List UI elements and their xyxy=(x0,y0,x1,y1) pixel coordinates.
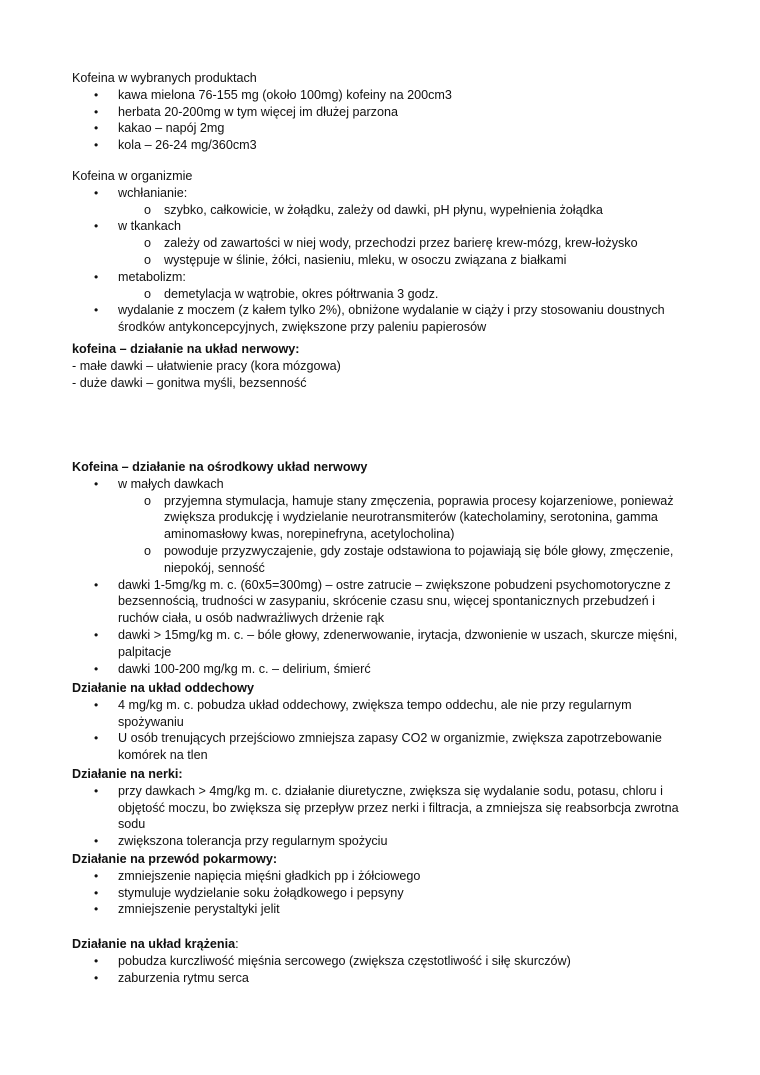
circle-bullet-icon: o xyxy=(144,286,152,301)
bullet-list-item xyxy=(72,87,712,104)
sub-list-item xyxy=(72,286,712,303)
sub-list-item-text: zależy od zawartości w niej wody, przechodzi przez barierę krew-mózg, krew-łożysko xyxy=(164,236,638,251)
list-item-text: herbata 20-200mg w tym więcej im dłużej parzona xyxy=(118,104,398,119)
list-item-text: zmniejszenie napięcia mięśni gładkich pp i żółciowego xyxy=(118,868,421,883)
document-section xyxy=(72,341,712,391)
list-item-text: wydalanie z moczem (z kałem tylko 2%), obniżone wydalanie w ciąży i przy stosowaniu doustnych xyxy=(118,303,665,318)
sub-list-item-text: powoduje przyzwyczajenie, gdy zostaje odstawiona to pojawiają się bóle głowy, zmęczenie, xyxy=(164,543,674,558)
section-heading-text: Działanie na układ krążenia xyxy=(72,937,236,951)
list-item-text: kola – 26-24 mg/360cm3 xyxy=(118,138,257,153)
section-heading-text: Działanie na nerki: xyxy=(72,767,183,781)
sub-list-item xyxy=(72,235,712,252)
sub-list-item-text: występuje w ślinie, żółci, nasieniu, mleku, w osoczu związana z białkami xyxy=(164,252,567,267)
bullet-icon: • xyxy=(94,834,99,849)
sub-list-item xyxy=(72,543,712,577)
list-item-text: spożywaniu xyxy=(118,714,184,729)
sub-list-item-text: szybko, całkowicie, w żołądku, zależy od dawki, pH płynu, wypełnienia żołądka xyxy=(164,202,603,217)
list-item-text: palpitacje xyxy=(118,644,172,659)
circle-bullet-icon: o xyxy=(144,543,152,558)
section-heading-text: Kofeina w wybranych produktach xyxy=(72,71,257,85)
sub-list-item-text: demetylacja w wątrobie, okres półtrwania 3 godz. xyxy=(164,286,439,301)
list-item-text: wchłanianie: xyxy=(118,185,188,200)
sub-list-item xyxy=(72,252,712,269)
bullet-icon: • xyxy=(94,219,99,234)
section-heading-text: Kofeina – działanie na ośrodkowy układ nerwowy xyxy=(72,460,368,474)
section-heading-text: Działanie na przewód pokarmowy: xyxy=(72,852,278,866)
bullet-icon: • xyxy=(94,953,99,968)
section-heading-text: Działanie na układ oddechowy xyxy=(72,681,254,695)
bullet-list-item xyxy=(72,104,712,121)
list-item-text: dawki 100-200 mg/kg m. c. – delirium, śmierć xyxy=(118,661,371,676)
list-item-text: w małych dawkach xyxy=(118,476,224,491)
circle-bullet-icon: o xyxy=(144,252,152,267)
section-heading xyxy=(72,851,712,868)
bullet-icon: • xyxy=(94,868,99,883)
bullet-icon: • xyxy=(94,783,99,798)
list-item-text: zwiększona tolerancja przy regularnym spożyciu xyxy=(118,834,388,849)
document-section xyxy=(72,168,712,336)
list-item-text: stymuluje wydzielanie soku żołądkowego i pepsyny xyxy=(118,885,404,900)
bullet-list-item xyxy=(72,218,712,235)
list-item-text: objętość moczu, bo zwiększa się przepływ przez nerki i filtracja, a zmniejsza się reabsorbcja zwrotna xyxy=(118,800,679,815)
sub-list-item-text: aminomasłowy kwas, norepinefryna, acetylocholina) xyxy=(164,527,455,542)
bullet-icon: • xyxy=(94,970,99,985)
bullet-icon: • xyxy=(94,87,99,102)
bullet-list-item xyxy=(72,953,712,970)
bullet-list-item xyxy=(72,730,712,764)
bullet-list-item xyxy=(72,885,712,902)
section-heading-suffix: : xyxy=(235,937,239,951)
list-item-text: dawki 1-5mg/kg m. c. (60x5=300mg) – ostre zatrucie – zwiększone pobudzeni psychomotoryczne z xyxy=(118,577,671,592)
sub-list-item xyxy=(72,202,712,219)
bullet-list-item xyxy=(72,833,712,850)
bullet-icon: • xyxy=(94,121,99,136)
dash-list-item: - duże dawki – gonitwa myśli, bezsenność xyxy=(72,375,307,390)
sub-list-item-text: przyjemna stymulacja, hamuje stany zmęczenia, poprawia procesy kojarzeniowe, ponieważ xyxy=(164,493,674,508)
section-heading-text: kofeina – działanie na układ nerwowy: xyxy=(72,342,300,356)
list-item-text: środków antykoncepcyjnych, zwiększone przy paleniu papierosów xyxy=(118,320,487,335)
bullet-icon: • xyxy=(94,269,99,284)
bullet-icon: • xyxy=(94,303,99,318)
section-heading xyxy=(72,766,712,783)
section-heading xyxy=(72,680,712,697)
document-section xyxy=(72,680,712,764)
bullet-icon: • xyxy=(94,885,99,900)
document-section xyxy=(72,459,712,677)
section-heading xyxy=(72,936,712,953)
document-section xyxy=(72,766,712,850)
list-item-text: kawa mielona 76-155 mg (około 100mg) kofeiny na 200cm3 xyxy=(118,87,452,102)
list-item-text: komórek na tlen xyxy=(118,748,208,763)
sub-list-item-text: niepokój, senność xyxy=(164,560,265,575)
list-item-text: dawki > 15mg/kg m. c. – bóle głowy, zdenerwowanie, irytacja, dzwonienie w uszach, skurcze mięśni, xyxy=(118,627,678,642)
bullet-icon: • xyxy=(94,138,99,153)
bullet-list-item xyxy=(72,627,712,661)
bullet-icon: • xyxy=(94,476,99,491)
list-item-text: metabolizm: xyxy=(118,269,186,284)
bullet-icon: • xyxy=(94,697,99,712)
section-heading xyxy=(72,341,712,358)
sub-list-item xyxy=(72,493,712,543)
list-item-text: w tkankach xyxy=(118,219,181,234)
section-heading-text: Kofeina w organizmie xyxy=(72,169,193,183)
bullet-list-item xyxy=(72,120,712,137)
document-section xyxy=(72,70,712,154)
list-item-text: kakao – napój 2mg xyxy=(118,121,225,136)
bullet-list-item xyxy=(72,783,712,833)
document-section xyxy=(72,851,712,918)
list-item-text: pobudza kurczliwość mięśnia sercowego (zwiększa częstotliwość i siłę skurczów) xyxy=(118,953,571,968)
bullet-list-item xyxy=(72,661,712,678)
section-heading xyxy=(72,70,712,87)
bullet-list-item xyxy=(72,577,712,627)
circle-bullet-icon: o xyxy=(144,493,152,508)
list-item-text: zaburzenia rytmu serca xyxy=(118,970,249,985)
bullet-icon: • xyxy=(94,731,99,746)
bullet-list-item xyxy=(72,302,712,336)
section-heading xyxy=(72,168,712,185)
bullet-icon: • xyxy=(94,627,99,642)
document-section xyxy=(72,936,712,986)
bullet-icon: • xyxy=(94,185,99,200)
list-item-text: ruchów ciała, u osób nadwrażliwych drżenie rąk xyxy=(118,611,384,626)
circle-bullet-icon: o xyxy=(144,236,152,251)
section-heading xyxy=(72,459,712,476)
sub-list-item-text: zwiększa produkcję i wydzielanie neurotransmiterów (katecholaminy, serotonina, gamma xyxy=(164,510,658,525)
bullet-list-item xyxy=(72,970,712,987)
list-item-text: sodu xyxy=(118,817,146,832)
bullet-icon: • xyxy=(94,661,99,676)
list-item-text: 4 mg/kg m. c. pobudza układ oddechowy, zwiększa tempo oddechu, ale nie przy regularnym xyxy=(118,697,632,712)
list-item-text: przy dawkach > 4mg/kg m. c. działanie diuretyczne, zwiększa się wydalanie sodu, potasu, chloru i xyxy=(118,783,663,798)
bullet-list-item xyxy=(72,901,712,918)
bullet-list-item xyxy=(72,269,712,286)
circle-bullet-icon: o xyxy=(144,202,152,217)
bullet-list-item xyxy=(72,476,712,493)
bullet-list-item xyxy=(72,137,712,154)
bullet-icon: • xyxy=(94,104,99,119)
list-item-text: zmniejszenie perystaltyki jelit xyxy=(118,902,280,917)
list-item-text: U osób trenujących przejściowo zmniejsza zapasy CO2 w organizmie, zwiększa zapotrzebowanie xyxy=(118,731,662,746)
bullet-list-item xyxy=(72,697,712,731)
dash-list-item: - małe dawki – ułatwienie pracy (kora mózgowa) xyxy=(72,358,341,373)
bullet-list-item xyxy=(72,185,712,202)
bullet-icon: • xyxy=(94,902,99,917)
bullet-list-item xyxy=(72,868,712,885)
list-item-text: bezsennością, trudności w zasypaniu, skrócenie czasu snu, więcej spontanicznych przebudzeń i xyxy=(118,594,655,609)
bullet-icon: • xyxy=(94,577,99,592)
